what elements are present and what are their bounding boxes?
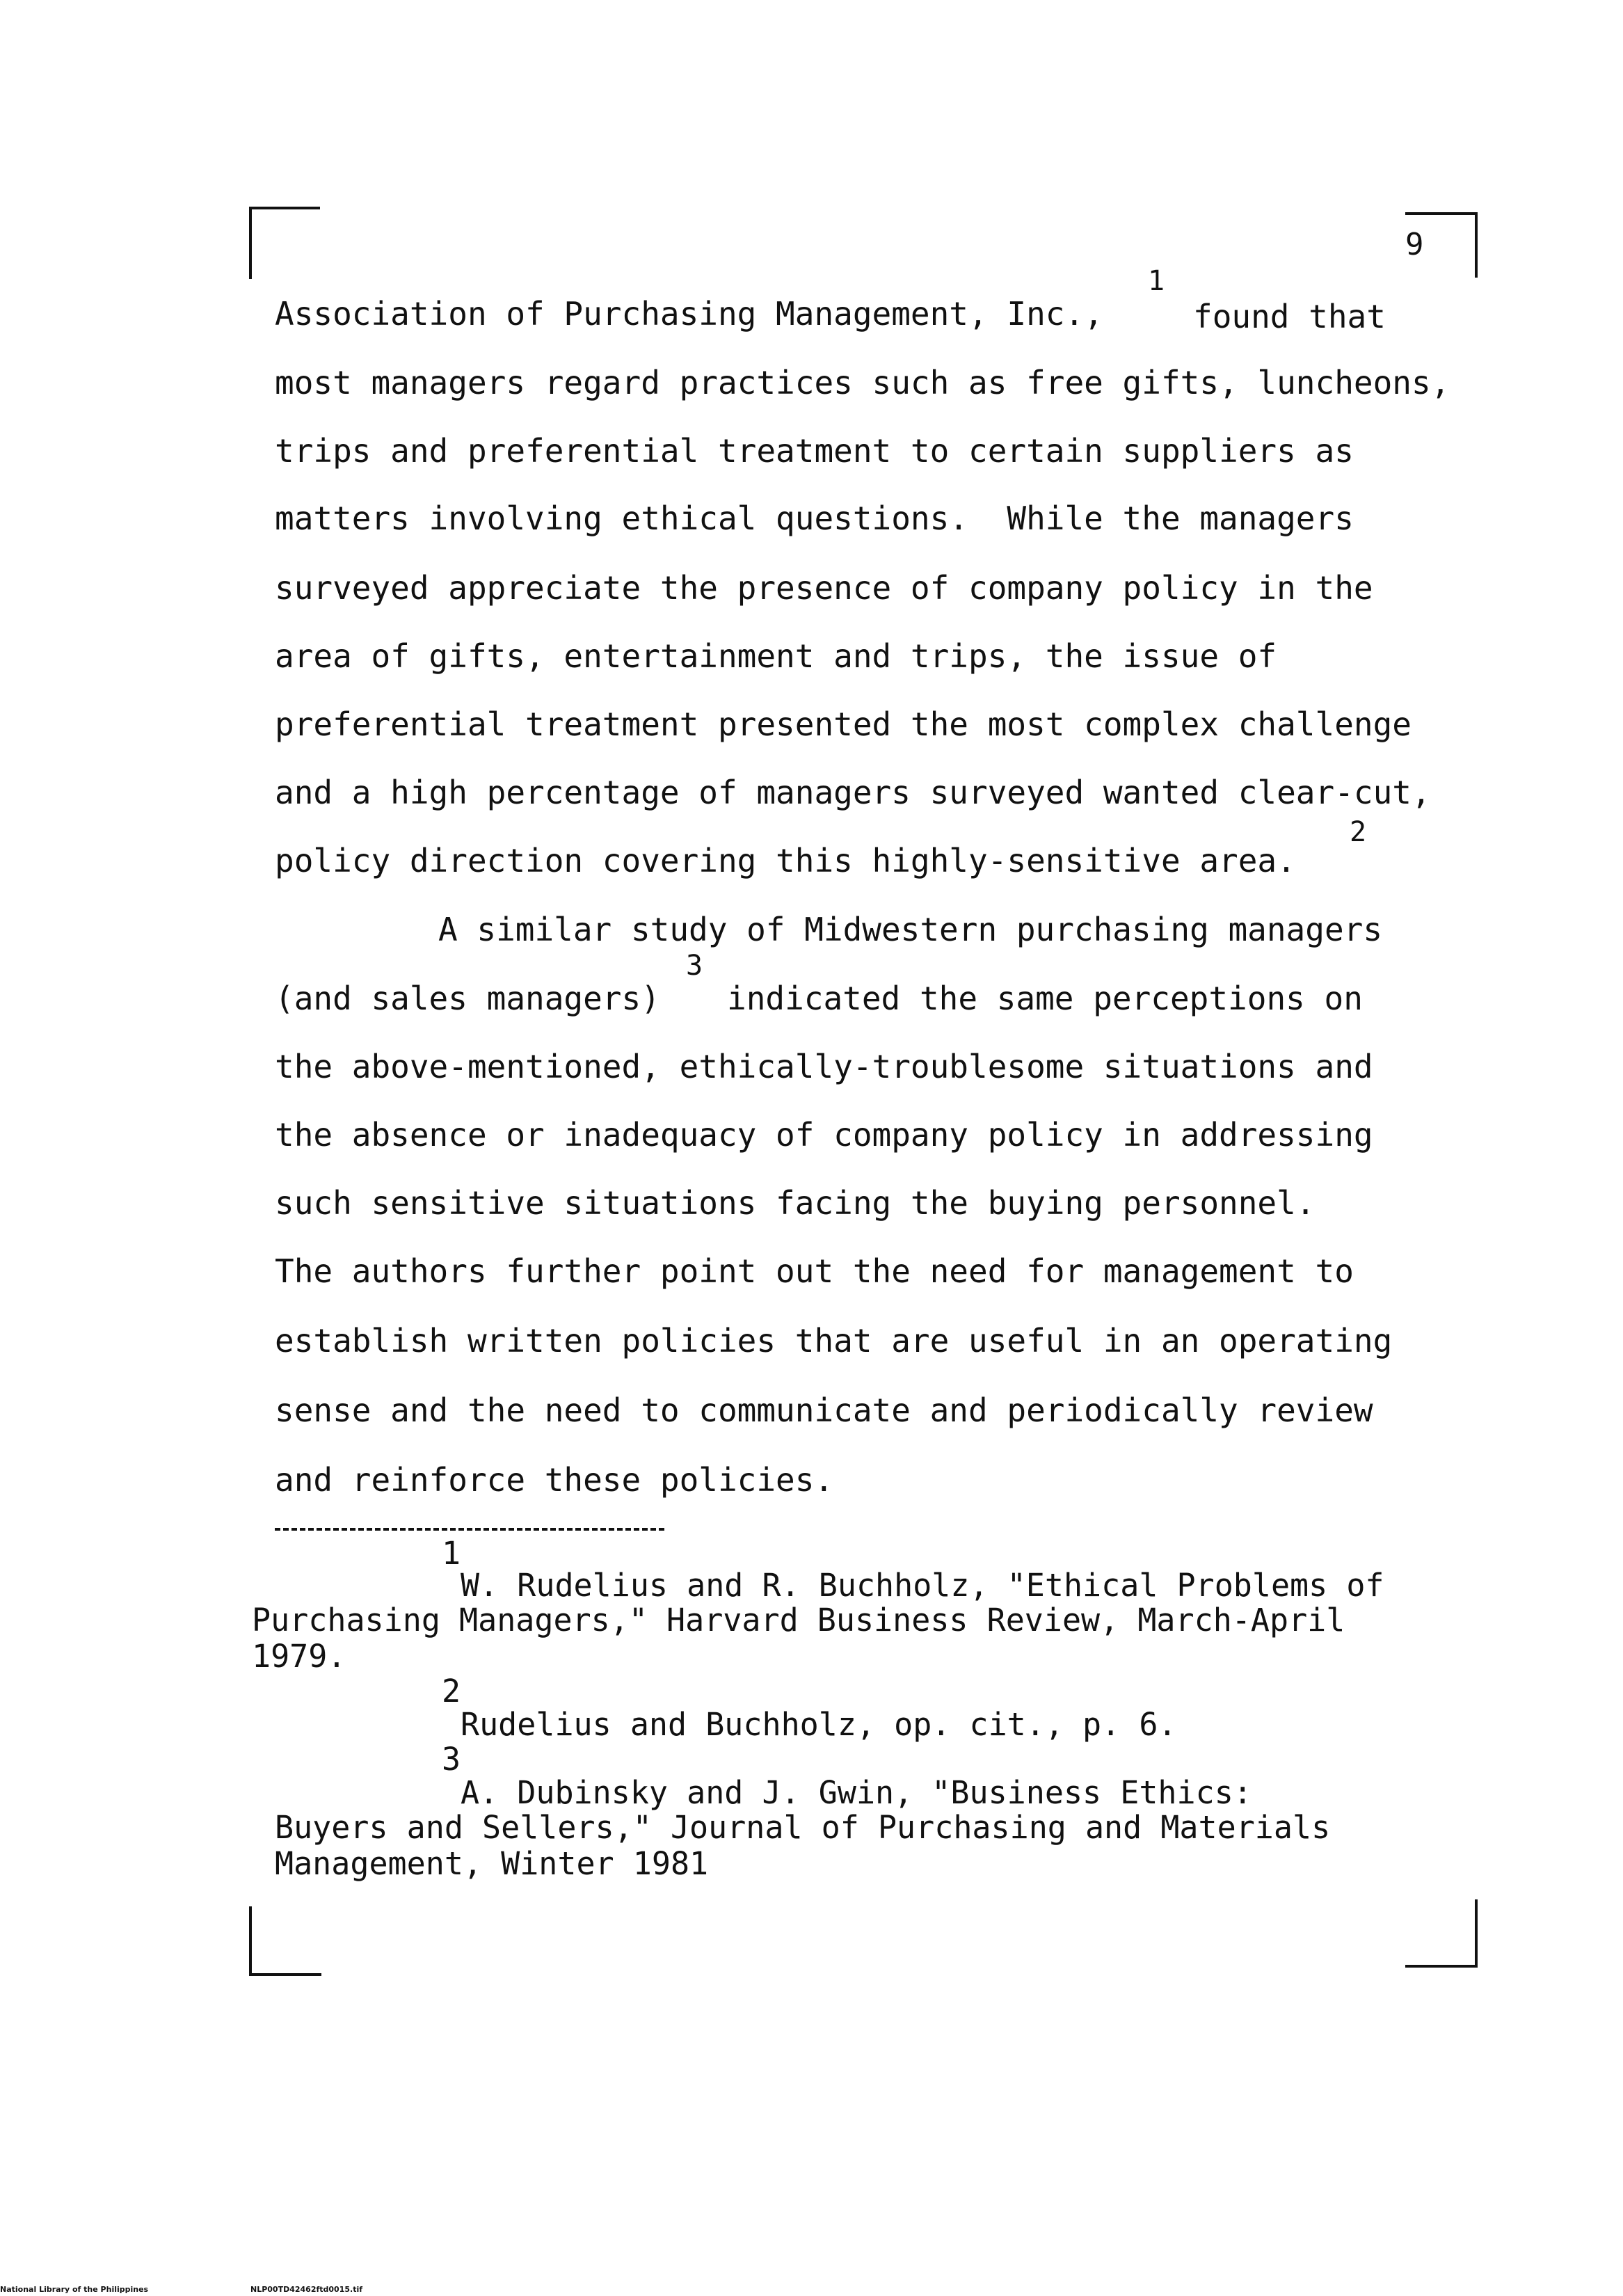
footnote-number: 2 xyxy=(442,1673,461,1709)
paragraph-1-line: policy direction covering this highly-sensitive area. xyxy=(275,842,1296,879)
paragraph-2-line: the absence or inadequacy of company policy in addressing xyxy=(275,1116,1373,1154)
footnote-number: 1 xyxy=(442,1535,461,1572)
footnote-line: Purchasing Managers," Harvard Business Review, March-April xyxy=(252,1602,1345,1639)
corner-mark-top-left xyxy=(249,207,320,279)
scan-imprint-file: NLP00TD42462ftd0015.tif xyxy=(250,2285,363,2294)
paragraph-1-line: matters involving ethical questions. While the managers xyxy=(275,500,1354,537)
paragraph-1-line-tail: found that xyxy=(1193,298,1386,335)
footnote-ref-3: 3 xyxy=(686,950,703,982)
footnote-ref-1: 1 xyxy=(1148,265,1165,297)
paragraph-1-line: trips and preferential treatment to certain suppliers as xyxy=(275,432,1354,470)
paragraph-2-line: The authors further point out the need for management to xyxy=(275,1252,1354,1290)
scan-imprint-library: National Library of the Philippines xyxy=(0,2285,149,2294)
paragraph-2-line: such sensitive situations facing the buying personnel. xyxy=(275,1184,1316,1222)
paragraph-1-line: preferential treatment presented the most complex challenge xyxy=(275,705,1412,743)
paragraph-2-line-tail: indicated the same perceptions on xyxy=(727,980,1363,1017)
footnote-line: Rudelius and Buchholz, op. cit., p. 6. xyxy=(461,1706,1177,1743)
paragraph-2-line: the above-mentioned, ethically-troublesome situations and xyxy=(275,1048,1373,1085)
footnote-line: Buyers and Sellers," Journal of Purchasing and Materials xyxy=(275,1809,1331,1846)
paragraph-2-line: sense and the need to communicate and periodically review xyxy=(275,1392,1373,1429)
page-number: 9 xyxy=(1405,227,1424,262)
paragraph-1-line: area of gifts, entertainment and trips, the issue of xyxy=(275,637,1277,675)
paragraph-1-line: and a high percentage of managers surveyed wanted clear-cut, xyxy=(275,774,1431,811)
footnote-separator xyxy=(275,1528,664,1531)
footnote-line: A. Dubinsky and J. Gwin, "Business Ethics: xyxy=(461,1774,1252,1811)
footnote-number: 3 xyxy=(442,1741,461,1778)
footnote-line: Management, Winter 1981 xyxy=(275,1845,709,1882)
paragraph-2-line: A similar study of Midwestern purchasing managers xyxy=(438,911,1383,948)
corner-mark-bottom-left xyxy=(249,1906,321,1976)
footnote-line: 1979. xyxy=(252,1638,346,1675)
paragraph-2-line: (and sales managers) xyxy=(275,980,660,1017)
paragraph-2-line: establish written policies that are useful in an operating xyxy=(275,1322,1393,1360)
footnote-ref-2: 2 xyxy=(1350,816,1367,848)
corner-mark-bottom-right xyxy=(1405,1899,1478,1968)
footnote-line: W. Rudelius and R. Buchholz, "Ethical Problems of xyxy=(461,1567,1384,1604)
paragraph-1-line: most managers regard practices such as free gifts, luncheons, xyxy=(275,364,1450,401)
paragraph-2-line: and reinforce these policies. xyxy=(275,1461,834,1499)
paragraph-1-line: surveyed appreciate the presence of company policy in the xyxy=(275,569,1373,607)
paragraph-1-line: Association of Purchasing Management, Inc., xyxy=(275,295,1103,333)
